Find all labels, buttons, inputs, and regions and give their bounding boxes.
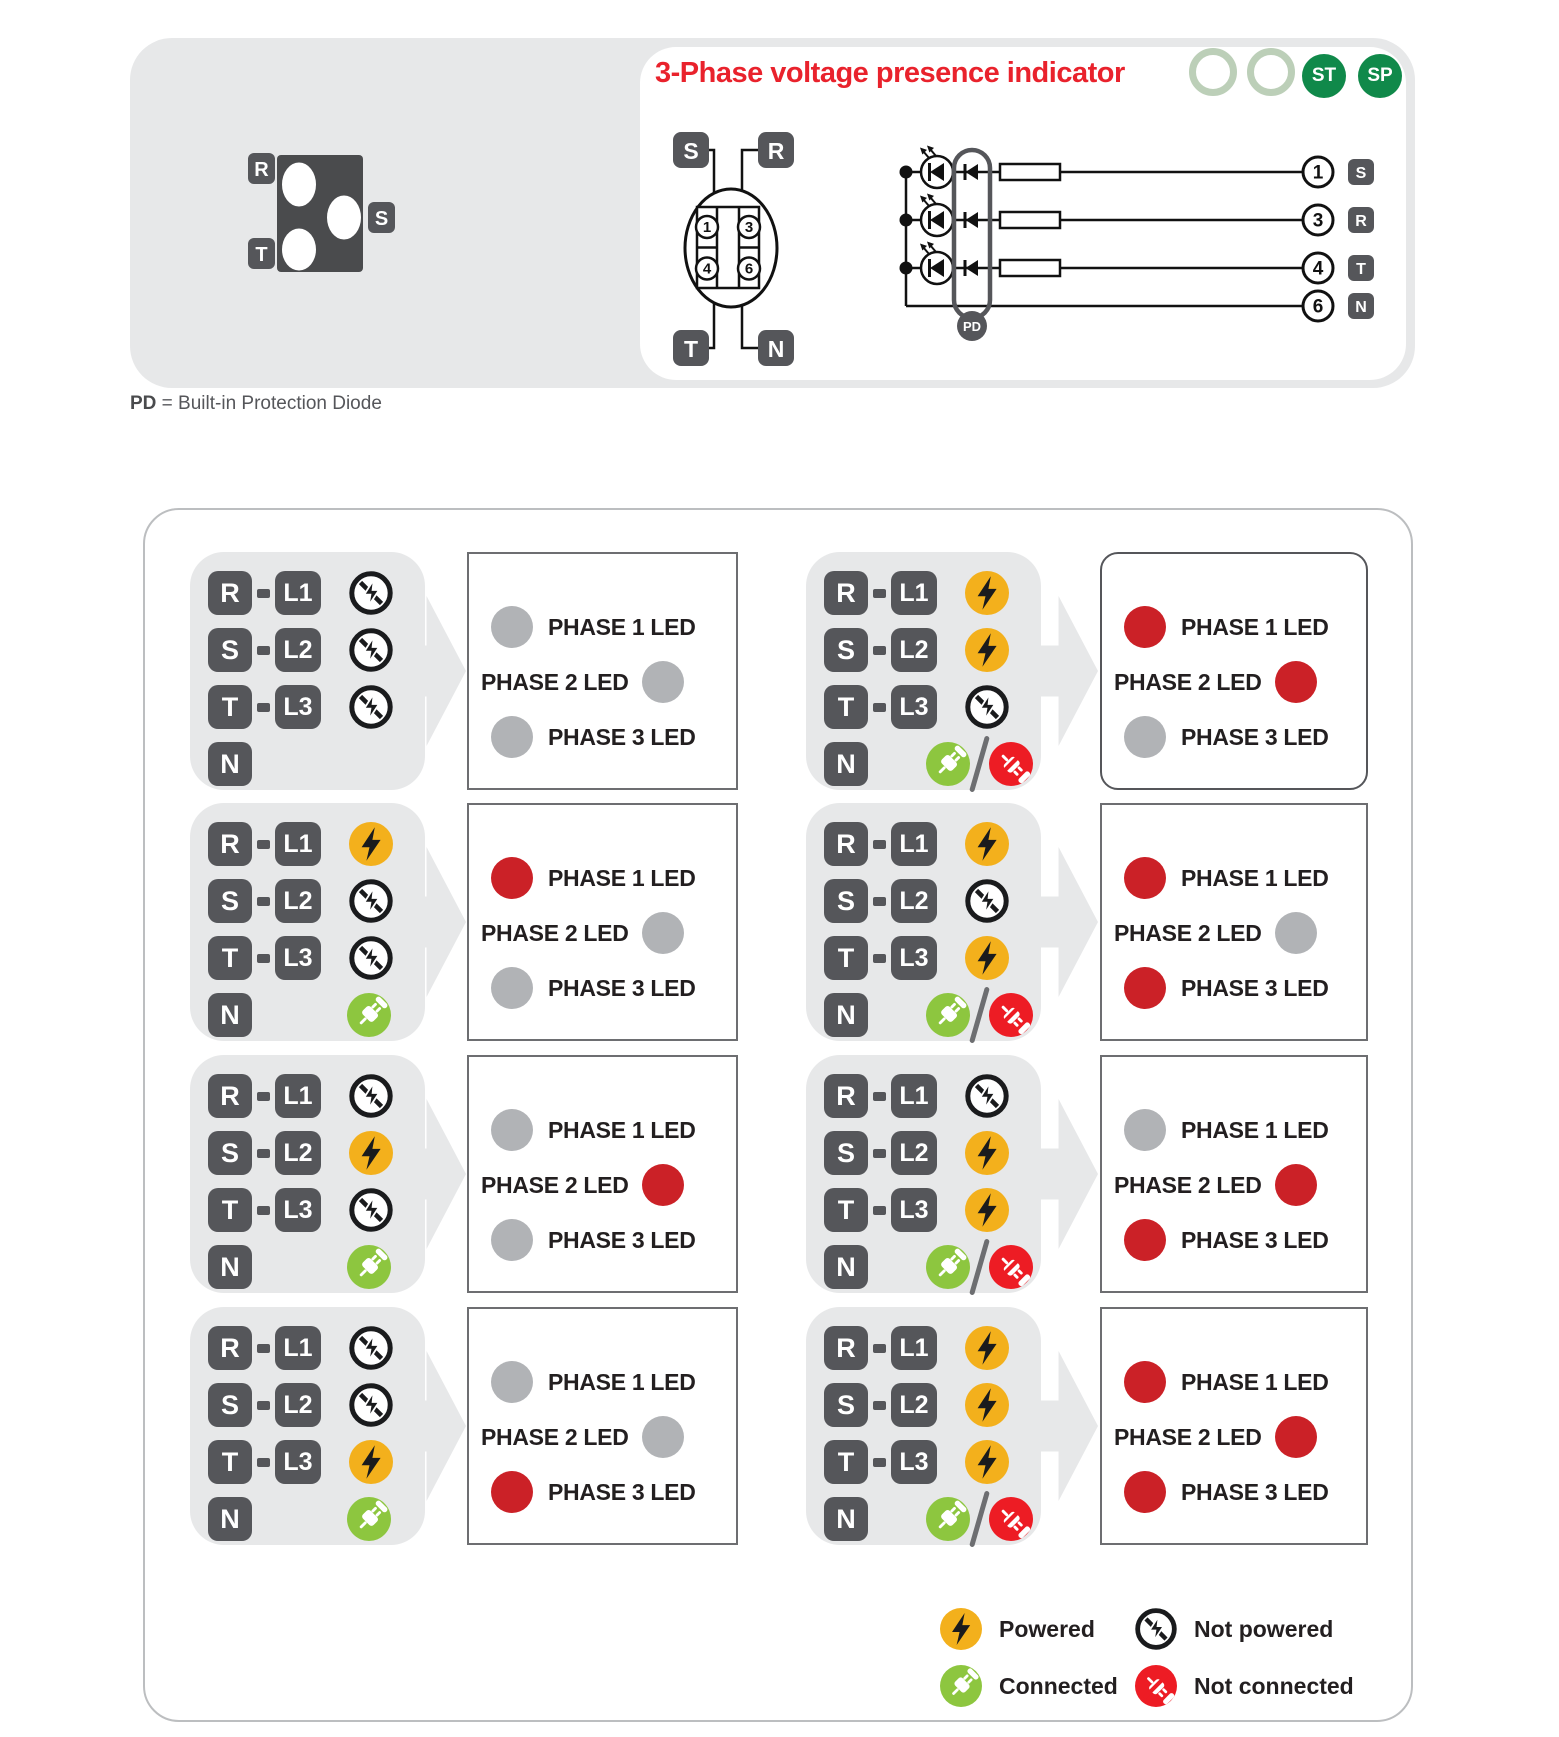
connector-hole-s xyxy=(327,196,361,240)
led-row xyxy=(469,1471,736,1513)
input-row xyxy=(208,1497,425,1541)
input-row xyxy=(824,936,1041,980)
phase-led-label: PHASE 1 LED xyxy=(548,1116,696,1143)
terminal-label: R xyxy=(208,571,252,615)
schematic-terminal-t: T xyxy=(1356,261,1366,278)
legend-label: Powered xyxy=(999,1615,1095,1642)
connector-label-s: S xyxy=(374,208,389,230)
input-row xyxy=(208,628,425,672)
result-box xyxy=(1100,1307,1368,1545)
terminal-label: N xyxy=(208,1245,252,1289)
not-connected-icon xyxy=(989,742,1033,786)
terminal-label: S xyxy=(208,1383,252,1427)
powered-icon xyxy=(965,936,1009,980)
schematic-pin-4: 4 xyxy=(1312,258,1324,280)
powered-icon xyxy=(965,1440,1009,1484)
result-box xyxy=(1100,552,1368,790)
phase-led-label: PHASE 3 LED xyxy=(1181,1478,1329,1505)
led-row xyxy=(469,1361,736,1403)
not-connected-icon xyxy=(989,993,1033,1037)
led-row xyxy=(469,1416,736,1458)
phase-led-label: PHASE 2 LED xyxy=(1114,919,1262,946)
connected-icon xyxy=(926,1245,970,1289)
result-box xyxy=(467,1055,738,1293)
phase-led-label: PHASE 2 LED xyxy=(481,668,629,695)
connector-dash xyxy=(873,1092,886,1101)
connected-icon xyxy=(926,993,970,1037)
not-powered-icon xyxy=(349,571,393,615)
terminal-label: T xyxy=(824,1440,868,1484)
not-powered-icon xyxy=(349,1383,393,1427)
input-row xyxy=(208,822,425,866)
pin-4: 4 xyxy=(702,260,712,278)
input-row xyxy=(208,1074,425,1118)
legend-item xyxy=(940,1665,1118,1707)
terminal-label: R xyxy=(208,822,252,866)
or-slash-icon xyxy=(969,1490,990,1547)
input-row xyxy=(824,742,1041,786)
phase-led-label: PHASE 3 LED xyxy=(548,723,696,750)
phase-led xyxy=(642,1164,684,1206)
schematic-terminal-r: R xyxy=(1355,213,1367,230)
pin-1: 1 xyxy=(702,219,712,236)
line-label: L2 xyxy=(275,1383,321,1427)
line-label: L3 xyxy=(891,1440,937,1484)
line-label: L2 xyxy=(275,1131,321,1175)
led-row xyxy=(1102,606,1366,648)
pin-3: 3 xyxy=(744,219,754,236)
connector-dash xyxy=(257,703,270,712)
terminal-label: R xyxy=(824,571,868,615)
terminal-label: R xyxy=(208,1074,252,1118)
connector-dash xyxy=(257,954,270,963)
not-powered-icon xyxy=(965,685,1009,729)
phase-led xyxy=(1275,1416,1317,1458)
phase-led-label: PHASE 1 LED xyxy=(548,613,696,640)
connector-dash xyxy=(873,1458,886,1467)
connector-dash xyxy=(257,1401,270,1410)
line-label: L1 xyxy=(275,571,321,615)
input-row xyxy=(208,993,425,1037)
terminal-label: T xyxy=(824,1188,868,1232)
or-slash-icon xyxy=(969,1238,990,1295)
input-block xyxy=(806,1307,1041,1545)
line-label: L2 xyxy=(275,628,321,672)
terminal-label: S xyxy=(208,879,252,923)
phase-led xyxy=(1124,967,1166,1009)
terminal-label: T xyxy=(208,1440,252,1484)
connected-icon xyxy=(347,1497,391,1541)
terminal-label: R xyxy=(824,1326,868,1370)
phase-led xyxy=(491,1471,533,1513)
not-powered-icon xyxy=(349,628,393,672)
led-row xyxy=(1102,967,1366,1009)
schematic-pin-3: 3 xyxy=(1312,210,1324,232)
input-block xyxy=(806,1055,1041,1293)
input-row xyxy=(824,1131,1041,1175)
powered-icon xyxy=(349,1131,393,1175)
connector-dash xyxy=(873,1401,886,1410)
resistor xyxy=(1000,212,1060,228)
input-row xyxy=(824,822,1041,866)
line-label: L2 xyxy=(891,1131,937,1175)
led-row xyxy=(1102,857,1366,899)
terminal-label: S xyxy=(824,879,868,923)
led-row xyxy=(469,967,736,1009)
terminal-label: N xyxy=(824,1245,868,1289)
legend-item xyxy=(1135,1608,1333,1650)
connected-icon xyxy=(940,1665,982,1707)
powered-icon xyxy=(965,1383,1009,1427)
phase-led xyxy=(491,1219,533,1261)
terminal-label: T xyxy=(208,685,252,729)
input-row xyxy=(208,742,425,786)
terminal-label: S xyxy=(208,628,252,672)
not-connected-icon xyxy=(1135,1665,1177,1707)
powered-icon xyxy=(965,571,1009,615)
phase-led-label: PHASE 1 LED xyxy=(1181,1368,1329,1395)
connector-dash xyxy=(873,1149,886,1158)
input-row xyxy=(824,1440,1041,1484)
connector-dash xyxy=(257,589,270,598)
phase-led-label: PHASE 2 LED xyxy=(1114,668,1262,695)
legend-item xyxy=(940,1608,1095,1650)
line-label: L3 xyxy=(275,1440,321,1484)
phase-led xyxy=(642,661,684,703)
terminal-label: N xyxy=(824,742,868,786)
terminal-label: S xyxy=(824,628,868,672)
input-row xyxy=(208,571,425,615)
led-row xyxy=(1102,1109,1366,1151)
phase-led xyxy=(491,716,533,758)
connector-dash xyxy=(873,703,886,712)
input-row xyxy=(208,1440,425,1484)
phase-led-label: PHASE 3 LED xyxy=(548,974,696,1001)
connector-dash xyxy=(257,897,270,906)
not-powered-icon xyxy=(349,1074,393,1118)
not-powered-icon xyxy=(349,685,393,729)
input-block xyxy=(806,552,1041,790)
phase-led-label: PHASE 1 LED xyxy=(548,1368,696,1395)
connector-face-illustration xyxy=(240,148,410,288)
input-row xyxy=(824,628,1041,672)
phase-led xyxy=(642,1416,684,1458)
pinout-label-n: N xyxy=(767,336,785,362)
line-label: L2 xyxy=(891,879,937,923)
input-row xyxy=(208,936,425,980)
line-label: L1 xyxy=(891,1326,937,1370)
input-row xyxy=(824,993,1041,1037)
phase-led xyxy=(491,967,533,1009)
connected-icon xyxy=(926,742,970,786)
terminal-label: S xyxy=(824,1383,868,1427)
phase-led xyxy=(1124,857,1166,899)
terminal-label: R xyxy=(208,1326,252,1370)
input-row xyxy=(208,1245,425,1289)
line-label: L1 xyxy=(891,571,937,615)
pd-abbr: PD xyxy=(130,393,157,414)
circuit-schematic xyxy=(880,130,1410,370)
led-row xyxy=(1102,661,1366,703)
connected-icon xyxy=(347,993,391,1037)
result-box xyxy=(1100,1055,1368,1293)
powered-icon xyxy=(965,628,1009,672)
input-block xyxy=(190,552,425,790)
pinout-label-t: T xyxy=(683,336,699,362)
input-row xyxy=(208,685,425,729)
led-row xyxy=(1102,1164,1366,1206)
schematic-terminal-n: N xyxy=(1355,299,1367,316)
line-label: L3 xyxy=(275,685,321,729)
connector-dash xyxy=(257,840,270,849)
line-label: L3 xyxy=(275,1188,321,1232)
input-row xyxy=(824,571,1041,615)
phase-led xyxy=(1275,661,1317,703)
not-powered-icon xyxy=(349,879,393,923)
pd-badge-label: PD xyxy=(962,319,982,334)
powered-icon xyxy=(349,1440,393,1484)
phase-led-label: PHASE 2 LED xyxy=(481,1171,629,1198)
line-label: L2 xyxy=(275,879,321,923)
not-connected-icon xyxy=(989,1497,1033,1541)
phase-led xyxy=(1124,1471,1166,1513)
empty-ring-icon xyxy=(1189,48,1237,96)
phase-led-label: PHASE 1 LED xyxy=(1181,1116,1329,1143)
sp-badge: SP xyxy=(1358,54,1402,98)
input-row xyxy=(824,1383,1041,1427)
led-row xyxy=(469,1164,736,1206)
line-label: L3 xyxy=(891,685,937,729)
phase-led-label: PHASE 2 LED xyxy=(1114,1423,1262,1450)
led-row xyxy=(1102,716,1366,758)
input-row xyxy=(208,1326,425,1370)
phase-led-label: PHASE 1 LED xyxy=(1181,864,1329,891)
powered-icon xyxy=(965,1188,1009,1232)
pd-footnote xyxy=(130,393,382,415)
not-connected-icon xyxy=(989,1245,1033,1289)
phase-led xyxy=(491,1109,533,1151)
phase-led xyxy=(1124,716,1166,758)
input-row xyxy=(208,1383,425,1427)
terminal-label: N xyxy=(824,993,868,1037)
terminal-label: S xyxy=(824,1131,868,1175)
line-label: L1 xyxy=(275,1326,321,1370)
led-row xyxy=(1102,1416,1366,1458)
line-label: L2 xyxy=(891,1383,937,1427)
powered-icon xyxy=(940,1608,982,1650)
input-row xyxy=(824,879,1041,923)
line-label: L3 xyxy=(891,1188,937,1232)
protection-diodes xyxy=(965,164,978,276)
input-row xyxy=(824,1497,1041,1541)
led-row xyxy=(469,912,736,954)
line-label: L1 xyxy=(275,1074,321,1118)
input-row xyxy=(824,1245,1041,1289)
terminal-label: T xyxy=(208,936,252,980)
connector-dash xyxy=(257,1206,270,1215)
legend-label: Not powered xyxy=(1194,1615,1334,1642)
phase-led xyxy=(491,857,533,899)
result-box xyxy=(1100,803,1368,1041)
led-row xyxy=(1102,912,1366,954)
phase-led xyxy=(491,606,533,648)
legend-item xyxy=(1135,1665,1354,1707)
phase-led xyxy=(1275,1164,1317,1206)
empty-ring-icon xyxy=(1247,48,1295,96)
phase-led-label: PHASE 2 LED xyxy=(481,919,629,946)
terminal-label: N xyxy=(208,742,252,786)
phase-led-label: PHASE 1 LED xyxy=(1181,613,1329,640)
line-label: L3 xyxy=(891,936,937,980)
led-symbol xyxy=(920,242,953,285)
input-row xyxy=(208,879,425,923)
led-symbol xyxy=(920,194,953,237)
not-powered-icon xyxy=(965,879,1009,923)
led-row xyxy=(469,716,736,758)
led-row xyxy=(1102,1471,1366,1513)
terminal-label: T xyxy=(824,685,868,729)
input-row xyxy=(824,1074,1041,1118)
powered-icon xyxy=(965,1131,1009,1175)
or-slash-icon xyxy=(969,735,990,792)
schematic-pin-6: 6 xyxy=(1312,296,1324,318)
or-slash-icon xyxy=(969,986,990,1043)
page-title: 3-Phase voltage presence indicator xyxy=(655,57,1125,89)
led-row xyxy=(469,1219,736,1261)
terminal-label: N xyxy=(208,993,252,1037)
line-label: L2 xyxy=(891,628,937,672)
connector-dash xyxy=(257,1458,270,1467)
phase-led-label: PHASE 3 LED xyxy=(548,1226,696,1253)
led-row xyxy=(469,1109,736,1151)
phase-led xyxy=(1124,1361,1166,1403)
connector-hole-t xyxy=(282,229,316,271)
input-block xyxy=(190,803,425,1041)
pinout-label-s: S xyxy=(683,138,699,164)
pinout-diagram xyxy=(650,130,830,380)
input-block xyxy=(806,803,1041,1041)
not-powered-icon xyxy=(349,1326,393,1370)
legend-label: Not connected xyxy=(1194,1672,1354,1699)
connector-dash xyxy=(873,1344,886,1353)
phase-led-label: PHASE 3 LED xyxy=(1181,723,1329,750)
powered-icon xyxy=(349,822,393,866)
input-row xyxy=(824,685,1041,729)
phase-led-label: PHASE 3 LED xyxy=(548,1478,696,1505)
connector-dash xyxy=(257,1092,270,1101)
st-badge: ST xyxy=(1302,54,1346,98)
phase-led-label: PHASE 1 LED xyxy=(548,864,696,891)
connector-label-t: T xyxy=(255,244,268,266)
input-row xyxy=(824,1326,1041,1370)
terminal-label: R xyxy=(824,1074,868,1118)
pinout-label-r: R xyxy=(767,138,785,164)
connector-dash xyxy=(873,954,886,963)
terminal-label: N xyxy=(824,1497,868,1541)
terminal-label: T xyxy=(208,1188,252,1232)
connector-hole-r xyxy=(282,163,316,207)
phase-led-label: PHASE 3 LED xyxy=(1181,1226,1329,1253)
phase-led xyxy=(491,1361,533,1403)
terminal-label: S xyxy=(208,1131,252,1175)
input-row xyxy=(208,1188,425,1232)
not-powered-icon xyxy=(349,1188,393,1232)
connector-dash xyxy=(873,840,886,849)
result-box xyxy=(467,1307,738,1545)
line-label: L1 xyxy=(891,1074,937,1118)
phase-led xyxy=(1124,1219,1166,1261)
connector-dash xyxy=(873,1206,886,1215)
led-row xyxy=(469,606,736,648)
not-powered-icon xyxy=(349,936,393,980)
terminal-label: N xyxy=(208,1497,252,1541)
led-row xyxy=(1102,1219,1366,1261)
phase-led xyxy=(642,912,684,954)
terminal-label: R xyxy=(824,822,868,866)
schematic-terminal-s: S xyxy=(1355,165,1367,182)
connector-dash xyxy=(873,897,886,906)
input-block xyxy=(190,1055,425,1293)
phase-led xyxy=(1124,606,1166,648)
connector-dash xyxy=(257,1344,270,1353)
pin-6: 6 xyxy=(744,260,754,278)
result-box xyxy=(467,552,738,790)
resistor xyxy=(1000,164,1060,180)
phase-led xyxy=(1275,912,1317,954)
phase-led-label: PHASE 2 LED xyxy=(481,1423,629,1450)
legend-label: Connected xyxy=(999,1672,1118,1699)
connected-icon xyxy=(926,1497,970,1541)
powered-icon xyxy=(965,1326,1009,1370)
terminal-label: T xyxy=(824,936,868,980)
input-row xyxy=(208,1131,425,1175)
resistor xyxy=(1000,260,1060,276)
led-symbol xyxy=(920,146,953,189)
powered-icon xyxy=(965,822,1009,866)
connector-label-r: R xyxy=(254,159,269,181)
not-powered-icon xyxy=(1135,1608,1177,1650)
phase-led-label: PHASE 2 LED xyxy=(1114,1171,1262,1198)
schematic-pin-1: 1 xyxy=(1312,162,1324,184)
connected-icon xyxy=(347,1245,391,1289)
phase-led-label: PHASE 3 LED xyxy=(1181,974,1329,1001)
led-row xyxy=(469,661,736,703)
result-box xyxy=(467,803,738,1041)
input-block xyxy=(190,1307,425,1545)
connector-dash xyxy=(873,589,886,598)
connector-dash xyxy=(257,646,270,655)
line-label: L3 xyxy=(275,936,321,980)
not-powered-icon xyxy=(965,1074,1009,1118)
pd-footnote-text: = Built-in Protection Diode xyxy=(156,393,382,414)
line-label: L1 xyxy=(891,822,937,866)
input-row xyxy=(824,1188,1041,1232)
led-row xyxy=(1102,1361,1366,1403)
phase-led xyxy=(1124,1109,1166,1151)
led-row xyxy=(469,857,736,899)
connector-dash xyxy=(257,1149,270,1158)
line-label: L1 xyxy=(275,822,321,866)
connector-dash xyxy=(873,646,886,655)
